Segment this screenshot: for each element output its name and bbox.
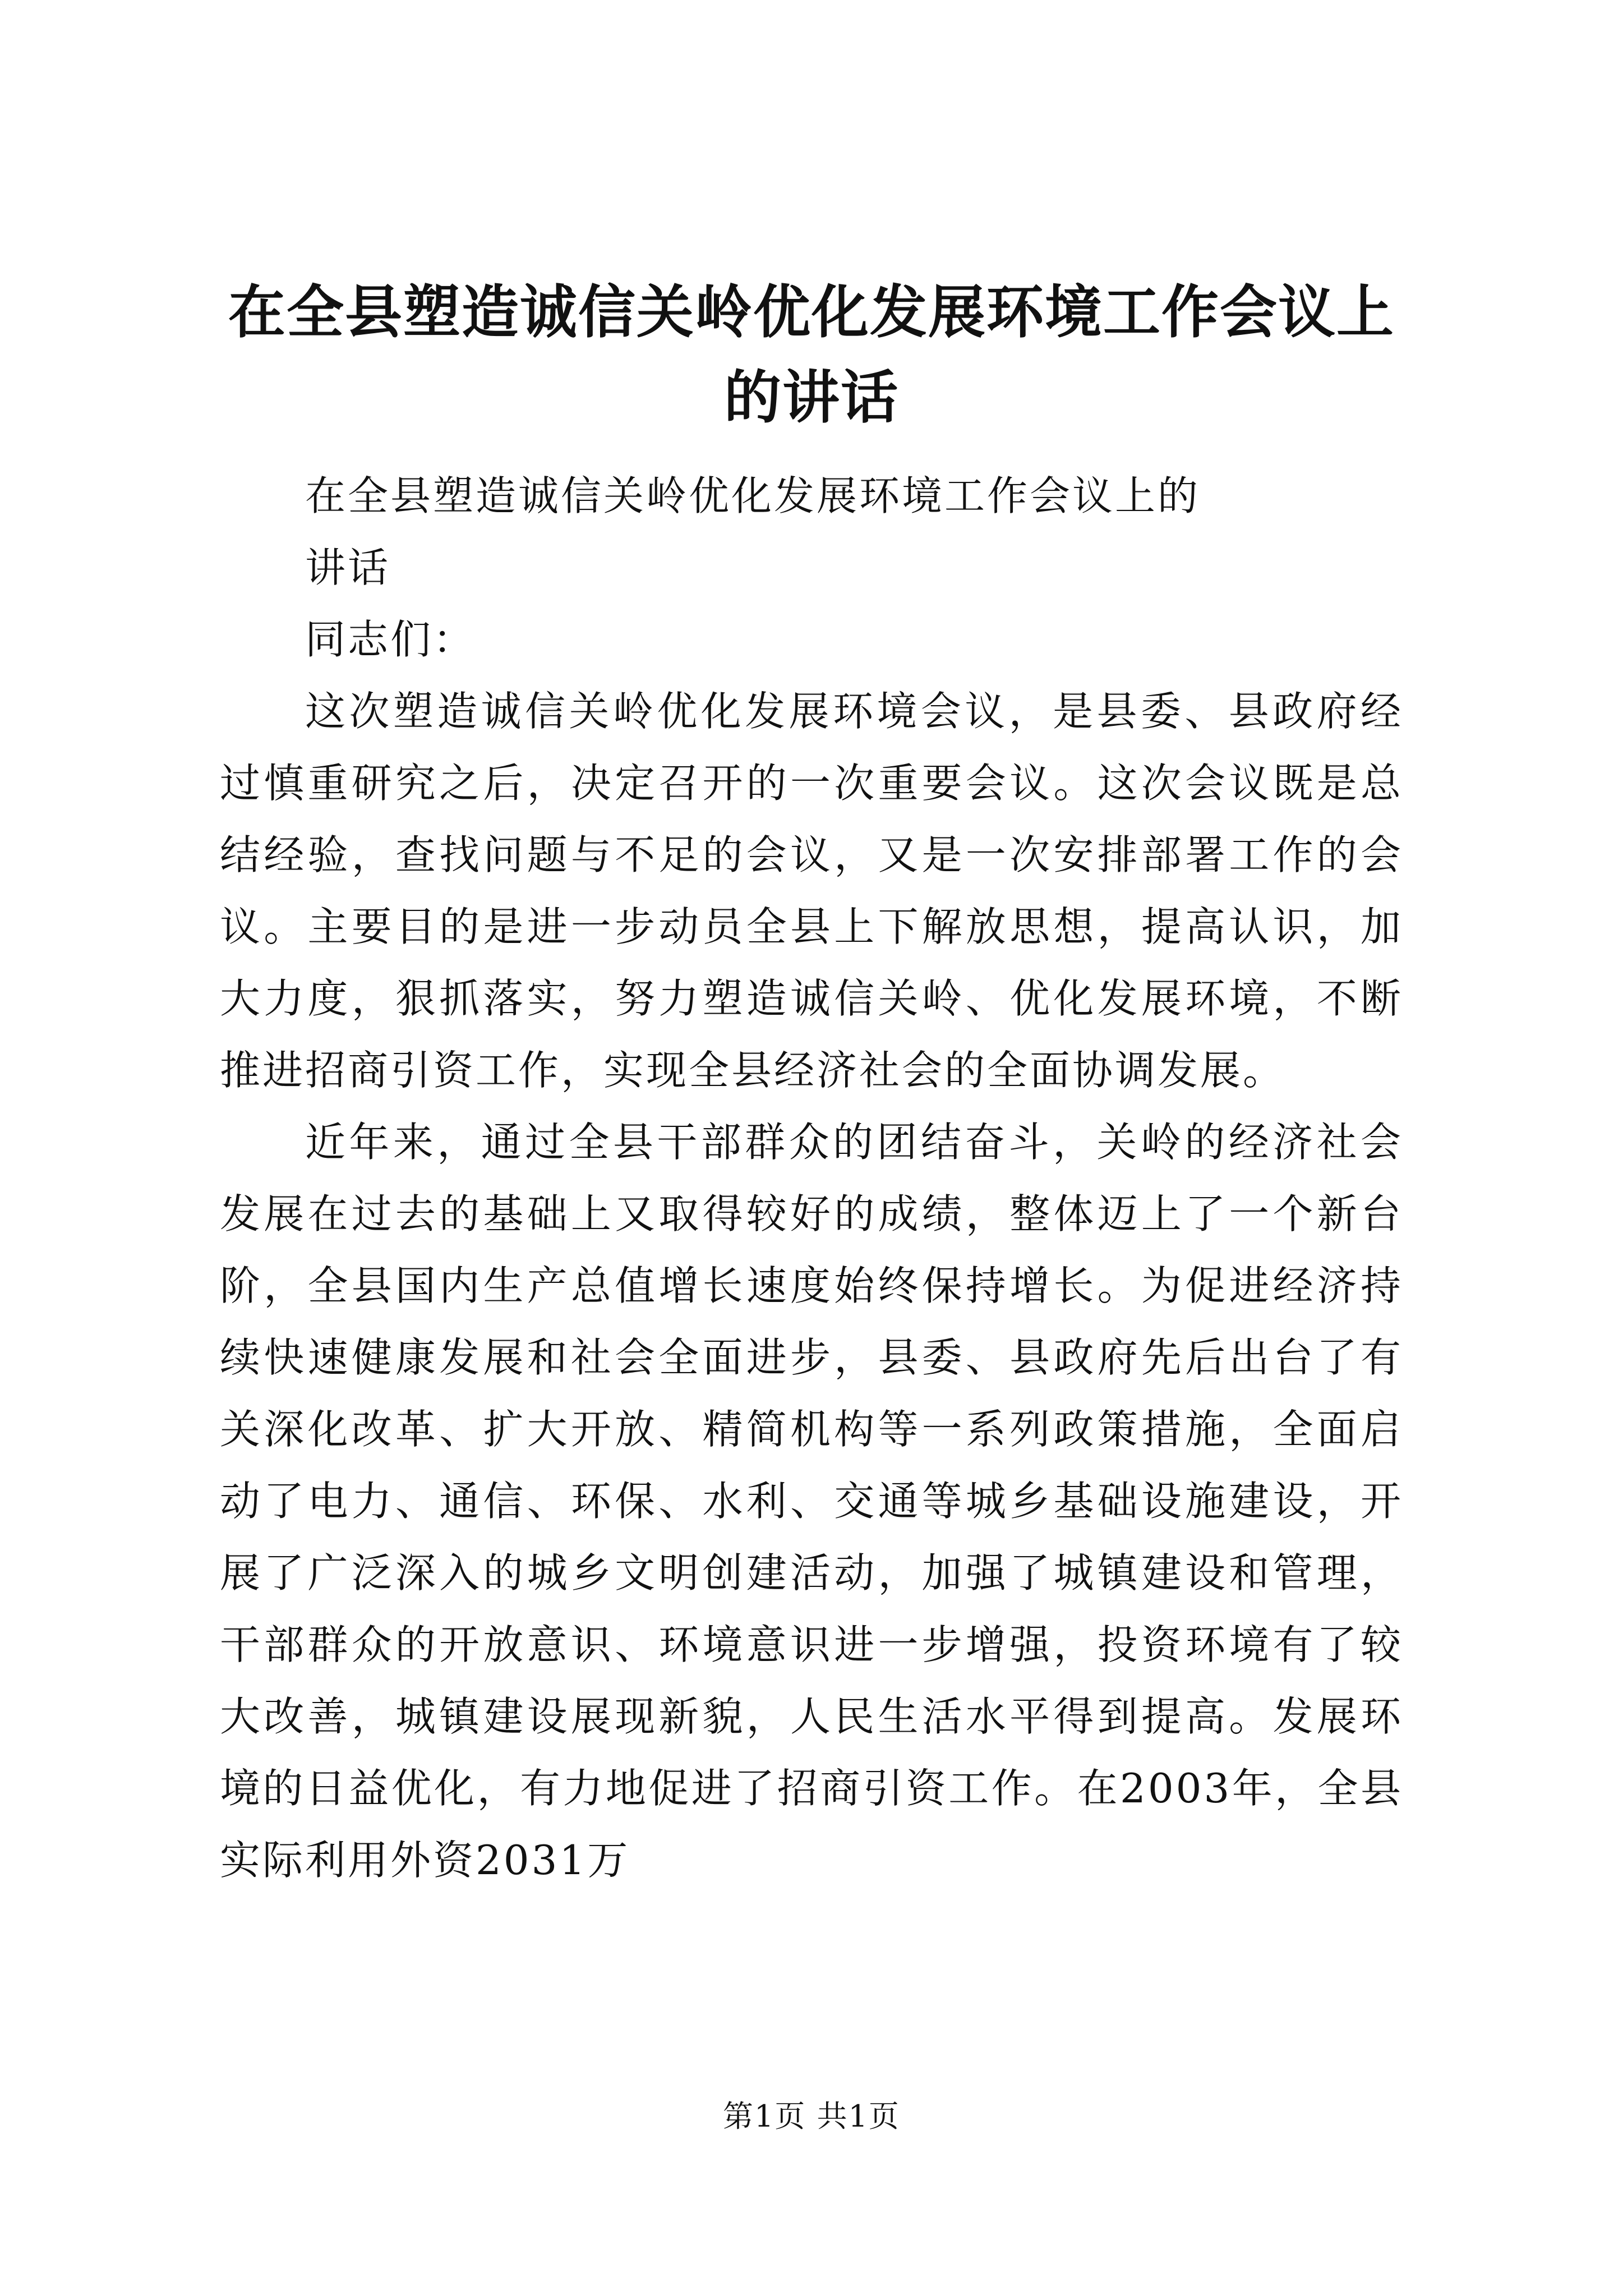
paragraph-intro: 这次塑造诚信关岭优化发展环境会议，是县委、县政府经过慎重研究之后，决定召开的一次重要会议。这次会议既是总结经验，查找问题与不足的会议，又是一次安排部署工作的会议。主要目的是进一步动员全县上下解放思想，提高认识，加大力度，狠抓落实，努力塑造诚信关岭、优化发展环境，不断推进招商引资工作，实现全县经济社会的全面协调发展。	[220, 688, 1403, 1094]
document-title: 在全县塑造诚信关岭优化发展环境工作会议上的讲话	[228, 279, 1395, 431]
paragraph-subtitle-line-2: 讲话	[305, 544, 391, 591]
paragraph-salutation: 同志们：	[305, 616, 476, 663]
paragraph-achievements: 近年来，通过全县干部群众的团结奋斗，关岭的经济社会发展在过去的基础上又取得较好的成绩，整体迈上了一个新台阶，全县国内生产总值增长速度始终保持增长。为促进经济持续快速健康发展和社会全面进步，县委、县政府先后出台了有关深化改革、扩大开放、精简机构等一系列政策措施，全面启动了电力、通信、环保、水利、交通等城乡基础设施建设，开展了广泛深入的城乡文明创建活动，加强了城镇建设和管理，干部群众的开放意识、环境意识进一步增强，投资环境有了较大改善，城镇建设展现新貌，人民生活水平得到提高。发展环境的日益优化，有力地促进了招商引资工作。在2003年，全县实际利用外资2031万	[220, 1119, 1403, 1884]
paragraph-subtitle-line-1: 在全县塑造诚信关岭优化发展环境工作会议上的	[305, 472, 1201, 519]
document-body	[220, 460, 1403, 1896]
page-footer: 第1页 共1页	[723, 2099, 900, 2134]
